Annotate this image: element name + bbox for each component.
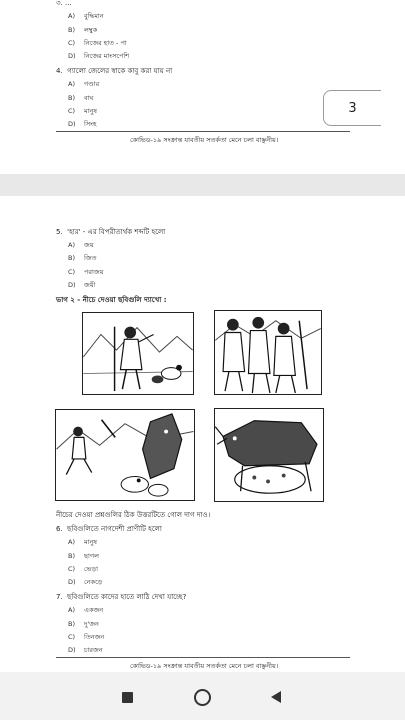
page-number-badge[interactable]: 3 [323,90,381,126]
q7-option-a[interactable]: A) একজন [68,606,104,614]
q6-option-d[interactable]: D) নেকড়ে [68,578,103,586]
q3-option-d[interactable]: D) নিজের মাংসপেশি [68,52,130,60]
recent-apps-button[interactable] [116,686,138,708]
instruction-text: নীচের দেওয়া প্রশ্নগুলির ঠিক উত্তরটিতে গোল দাগ দাও। [56,511,211,519]
back-button[interactable] [265,686,287,708]
square-icon [122,692,133,703]
q6-option-c[interactable]: C) ভেড়া [68,565,99,573]
q4-option-d[interactable]: D) সিংহ [68,120,97,128]
q6-text: 6. ছবিগুলিতে নাগদেশী প্রাণীটি হলো [56,525,162,533]
footer-divider [56,131,350,132]
picture-villagers [214,310,322,395]
q4-option-a[interactable]: A) গণ্ডার [68,80,100,88]
q4-option-c[interactable]: C) মানুষ [68,107,97,115]
picture-wolf-attacking [214,408,324,502]
home-button[interactable] [191,686,213,708]
footer-note: কোভিড-১৯ সংক্রান্ত যাবতীয় সতর্কতা মেনে চলা বাঞ্ছনীয়। [130,136,279,144]
lower-page [0,196,405,672]
circle-icon [194,689,211,706]
q3-option-c[interactable]: C) নিজের হাত - পা [68,39,127,47]
picture-wolf-chasing [55,409,195,501]
q6-option-b[interactable]: B) ছাগল [68,552,99,560]
q5-option-a[interactable]: A) জয় [68,241,94,249]
picture-boy-shepherd [82,312,194,395]
q7-text: 7. ছবিগুলিতে কাদের হাতে লাঠি দেখা যাচ্ছে? [56,593,187,601]
back-triangle-icon [271,691,281,703]
q7-option-d[interactable]: D) চারজন [68,646,103,654]
partial-question-text: ৩. ... [56,0,72,7]
q5-text: 5. 'হার' - এর বিপরীতার্থক শব্দটি হলো [56,228,166,236]
q4-text: 4. গ্যালো জেলের স্বাকে কাবু করা যায় না [56,67,173,75]
q5-option-d[interactable]: D) জয়ী [68,281,96,289]
q5-option-c[interactable]: C) পরাজয় [68,268,104,276]
q4-option-b[interactable]: B) বাঘ [68,94,94,102]
q5-option-b[interactable]: B) জিত [68,254,97,262]
upper-page [0,0,405,174]
footer-divider-2 [56,657,350,658]
part2-heading: ভাগ ২ - নীচে দেওয়া ছবিগুলি দ্যাখো : [56,296,167,304]
q3-option-a[interactable]: A) বুদ্ধিমান [68,12,104,20]
footer-note-2: কোভিড-১৯ সংক্রান্ত যাবতীয় সতর্কতা মেনে চলা বাঞ্ছনীয়। [130,662,279,670]
system-nav-bar [0,672,405,720]
q7-option-c[interactable]: C) তিনজন [68,633,105,641]
q3-option-b[interactable]: B) লম্বুক [68,26,98,34]
page-gap [0,174,405,196]
q7-option-b[interactable]: B) দু'জন [68,620,99,628]
q6-option-a[interactable]: A) মানুষ [68,538,97,546]
